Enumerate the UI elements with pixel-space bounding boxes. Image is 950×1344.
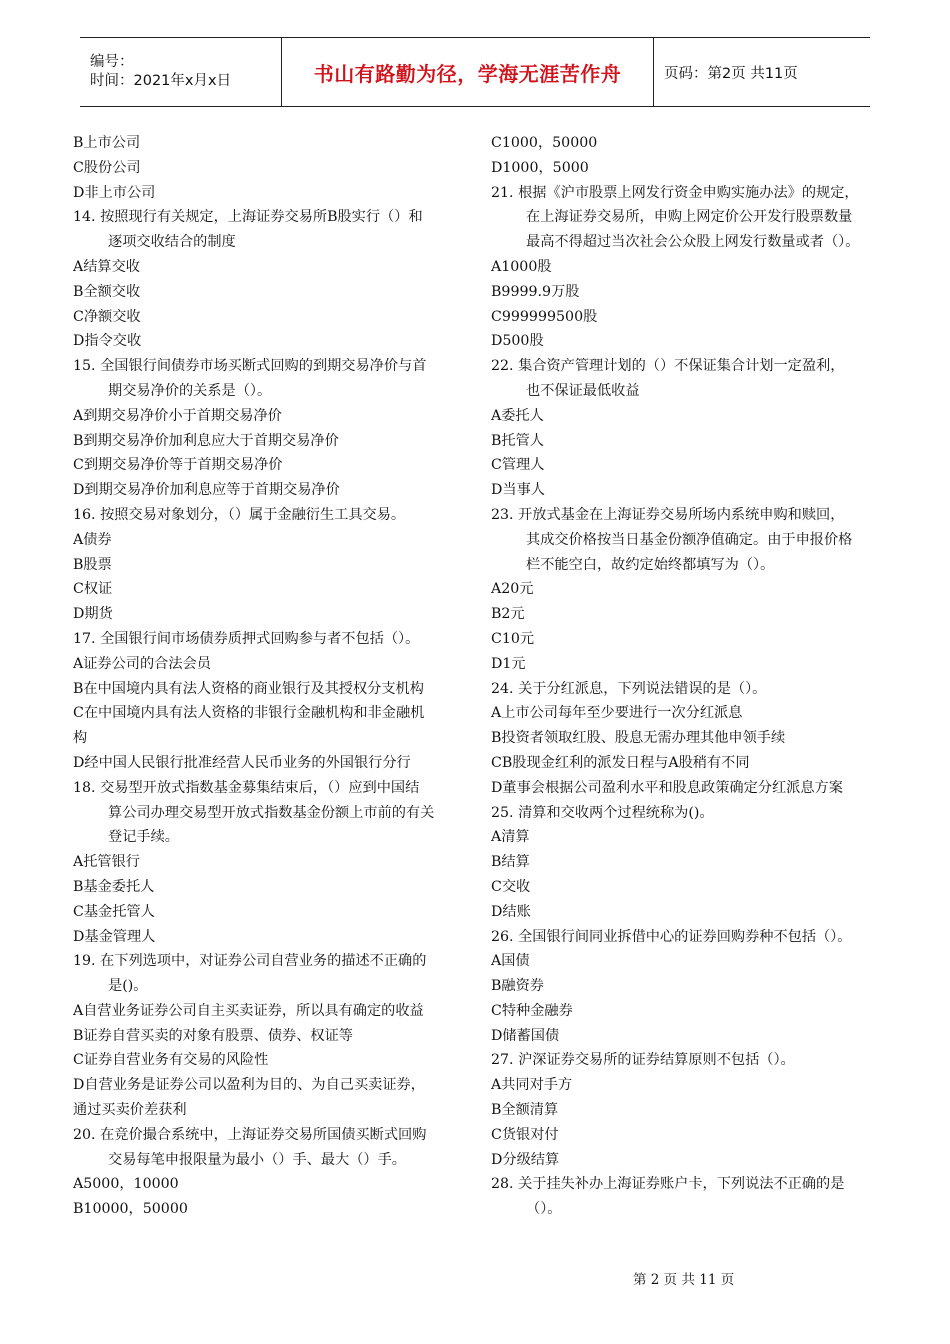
- option-line: B全额清算: [491, 1102, 559, 1119]
- option-line: D到期交易净价加利息应等于首期交易净价: [73, 482, 340, 499]
- question-continuation: 登记手续。: [108, 829, 179, 846]
- time-label: 时间：2021年x月x日: [90, 73, 232, 89]
- option-line: D1000，5000: [491, 159, 589, 176]
- page-header: [80, 37, 870, 107]
- option-line: B结算: [491, 854, 530, 871]
- question-continuation: 期交易净价的关系是（）。: [108, 382, 272, 399]
- option-line: A到期交易净价小于首期交易净价: [73, 407, 282, 424]
- header-meta: [80, 38, 281, 106]
- option-line: D非上市公司: [73, 184, 156, 201]
- option-line: C权证: [73, 581, 113, 598]
- option-line: C净额交收: [73, 308, 141, 325]
- question-line: 14. 按照现行有关规定，上海证券交易所B股实行（）和: [73, 209, 423, 226]
- option-line: A结算交收: [73, 258, 140, 275]
- option-line: C特种金融券: [491, 1002, 573, 1019]
- option-line: A国债: [491, 953, 530, 970]
- option-line: A清算: [491, 829, 530, 846]
- option-line: A债券: [73, 531, 112, 548]
- question-line: 22. 集合资产管理计划的（）不保证集合计划一定盈利，: [491, 358, 845, 375]
- question-line: 25. 清算和交收两个过程统称为()。: [491, 804, 714, 821]
- question-continuation: 是()。: [108, 978, 148, 995]
- option-line: D指令交收: [73, 333, 142, 350]
- question-line: 27. 沪深证券交易所的证券结算原则不包括（）。: [491, 1052, 795, 1069]
- page-footer: 第 2 页 共 11 页: [633, 1272, 735, 1288]
- option-line: 构: [73, 730, 88, 747]
- option-line: B10000，50000: [73, 1201, 188, 1218]
- option-line: A共同对手方: [491, 1077, 573, 1094]
- option-line: C999999500股: [491, 308, 598, 325]
- header-page-info-cell: [654, 38, 870, 106]
- question-line: 17. 全国银行间市场债券质押式回购参与者不包括（）。: [73, 630, 420, 647]
- option-line: D经中国人民银行批准经营人民币业务的外国银行分行: [73, 754, 411, 771]
- header-motto-cell: [281, 38, 654, 106]
- option-line: C到期交易净价等于首期交易净价: [73, 457, 283, 474]
- question-line: 23. 开放式基金在上海证券交易所场内系统申购和赎回，: [491, 506, 845, 523]
- question-continuation: 最高不得超过当次社会公众股上网发行数量或者（）。: [526, 234, 860, 251]
- question-continuation: 交易每笔申报限量为最小（）手、最大（）手。: [108, 1151, 406, 1168]
- option-line: D储蓄国债: [491, 1027, 560, 1044]
- question-line: 26. 全国银行间同业拆借中心的证券回购券种不包括（）。: [491, 928, 852, 945]
- option-line: B全额交收: [73, 283, 141, 300]
- question-continuation: 逐项交收结合的制度: [108, 234, 236, 251]
- left-column: [73, 131, 463, 1222]
- question-line: 28. 关于挂失补办上海证券账户卡，下列说法不正确的是: [491, 1176, 845, 1193]
- question-continuation: 也不保证最低收益: [526, 382, 640, 399]
- question-line: 20. 在竞价撮合系统中，上海证券交易所国债买断式回购: [73, 1126, 427, 1143]
- option-line: B股票: [73, 556, 112, 573]
- page-info: 页码：第2页 共11页: [664, 65, 798, 82]
- question-continuation: 算公司办理交易型开放式指数基金份额上市前的有关: [108, 804, 435, 821]
- option-line: B托管人: [491, 432, 544, 449]
- question-continuation: 在上海证券交易所，申购上网定价公开发行股票数量: [526, 209, 853, 226]
- option-line: CB股现金红利的派发日程与A股稍有不同: [491, 754, 750, 771]
- option-line: B9999.9万股: [491, 283, 580, 300]
- question-line: 21. 根据《沪市股票上网发行资金申购实施办法》的规定，: [491, 184, 859, 201]
- option-line: D结账: [491, 903, 531, 920]
- option-line: D当事人: [491, 482, 545, 499]
- option-line: D1元: [491, 655, 526, 672]
- question-continuation: 栏不能空白，故约定始终都填写为（）。: [526, 556, 775, 573]
- option-line: A1000股: [491, 258, 552, 275]
- option-line: A委托人: [491, 407, 544, 424]
- question-line: 15. 全国银行间债券市场买断式回购的到期交易净价与首: [73, 358, 427, 375]
- option-line: D分级结算: [491, 1151, 560, 1168]
- option-line: B基金委托人: [73, 878, 155, 895]
- option-line: A证券公司的合法会员: [73, 655, 211, 672]
- option-line: B到期交易净价加利息应大于首期交易净价: [73, 432, 339, 449]
- option-line: D董事会根据公司盈利水平和股息政策确定分红派息方案: [491, 779, 843, 796]
- option-line: A5000，10000: [73, 1176, 179, 1193]
- question-continuation: 其成交价格按当日基金份额净值确定。由于申报价格: [526, 531, 853, 548]
- option-line: C货银对付: [491, 1126, 559, 1143]
- question-line: 24. 关于分红派息，下列说法错误的是（）。: [491, 680, 767, 697]
- option-line: C10元: [491, 630, 535, 647]
- option-line: B2元: [491, 606, 525, 623]
- option-line: D期货: [73, 606, 113, 623]
- option-line: C在中国境内具有法人资格的非银行金融机构和非金融机: [73, 705, 425, 722]
- number-label: 编号：: [90, 54, 134, 70]
- option-line: C交收: [491, 878, 531, 895]
- option-line: A托管银行: [73, 854, 140, 871]
- option-line: C1000，50000: [491, 135, 598, 151]
- option-line: C基金托管人: [73, 903, 155, 920]
- motto: 书山有路勤为径，学海无涯苦作舟: [313, 61, 622, 86]
- option-line: B证券自营买卖的对象有股票、债券、权证等: [73, 1027, 353, 1044]
- option-line: D500股: [491, 333, 544, 350]
- option-line: A20元: [491, 581, 534, 598]
- option-line: B融资券: [491, 978, 544, 995]
- option-line: 通过买卖价差获利: [73, 1102, 187, 1119]
- question-line: 16. 按照交易对象划分，（）属于金融衍生工具交易。: [73, 506, 406, 523]
- question-line: 19. 在下列选项中，对证券公司自营业务的描述不正确的: [73, 953, 427, 970]
- option-line: A自营业务证券公司自主买卖证券，所以具有确定的收益: [73, 1002, 424, 1019]
- option-line: C股份公司: [73, 159, 141, 176]
- option-line: B在中国境内具有法人资格的商业银行及其授权分支机构: [73, 680, 424, 697]
- option-line: B上市公司: [73, 135, 141, 151]
- option-line: B投资者领取红股、股息无需办理其他申领手续: [491, 730, 786, 747]
- option-line: C管理人: [491, 457, 545, 474]
- option-line: D基金管理人: [73, 928, 156, 945]
- question-line: 18. 交易型开放式指数基金募集结束后，（）应到中国结: [73, 779, 420, 796]
- option-line: C证券自营业务有交易的风险性: [73, 1052, 269, 1069]
- question-continuation: （）。: [526, 1201, 562, 1218]
- right-column: [491, 131, 886, 1222]
- option-line: D自营业务是证券公司以盈利为目的、为自己买卖证券，: [73, 1077, 425, 1094]
- option-line: A上市公司每年至少要进行一次分红派息: [491, 705, 743, 722]
